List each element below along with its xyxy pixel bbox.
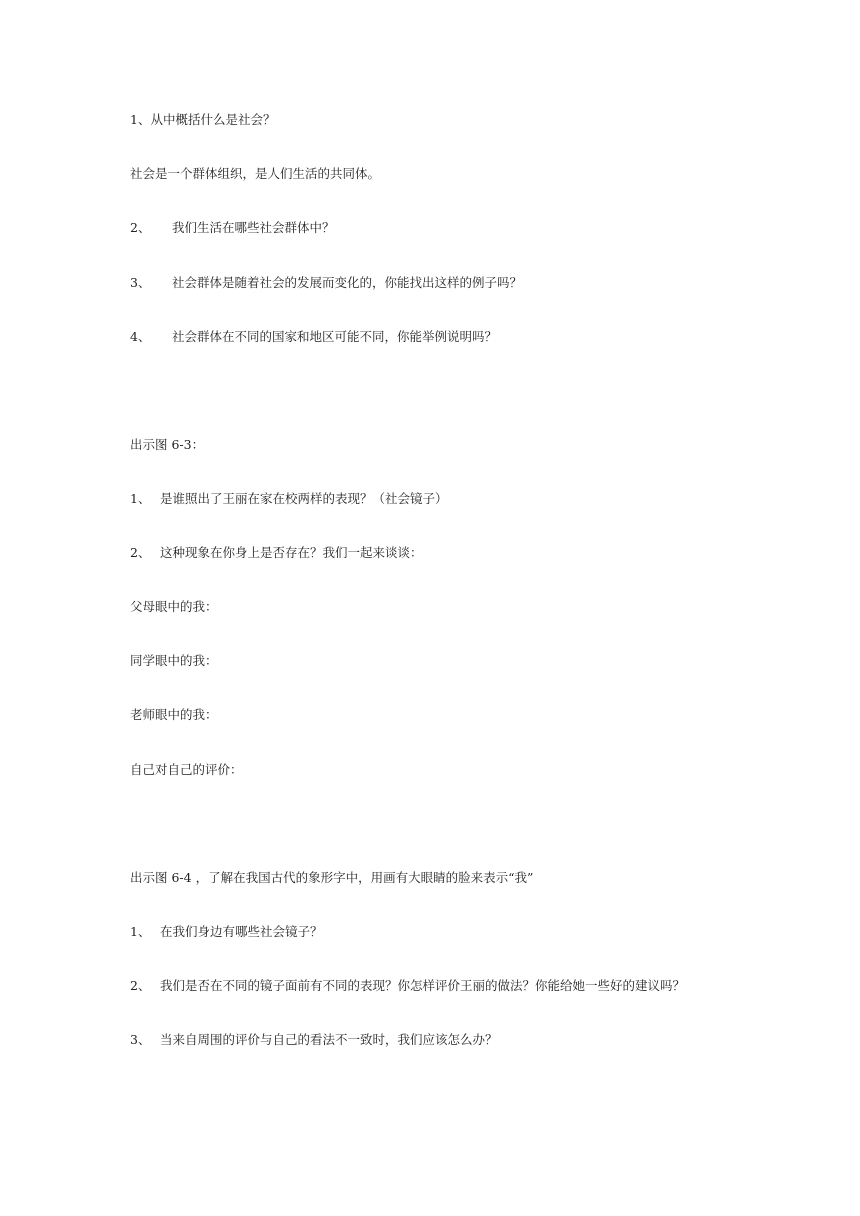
s2-question-2-text: 这种现象在你身上是否存在？我们一起来谈谈： [160, 545, 423, 560]
s1-question-2 [130, 220, 335, 236]
s1-answer: 社会是一个群体组织，是人们生活的共同体。 [130, 166, 381, 181]
s3-question-1-number: 1、 [130, 924, 151, 939]
s2-parents-view: 父母眼中的我： [130, 599, 218, 614]
s2-self-evaluation: 自己对自己的评价： [130, 762, 243, 777]
s2-question-1-number: 1、 [130, 491, 151, 506]
s2-question-2 [130, 545, 423, 561]
s3-heading: 出示图 6-4 ，了解在我国古代的象形字中，用画有大眼睛的脸来表示“我” [130, 870, 534, 885]
s1-question-1 [130, 112, 275, 128]
s3-question-1 [130, 924, 323, 940]
s1-question-2-number: 2、 [130, 220, 151, 235]
s3-question-3-number: 3、 [130, 1032, 151, 1047]
s2-classmates-view: 同学眼中的我： [130, 653, 218, 668]
s3-question-1-text: 在我们身边有哪些社会镜子？ [160, 924, 323, 939]
s2-teachers-view: 老师眼中的我： [130, 707, 218, 722]
s2-question-2-number: 2、 [130, 545, 151, 560]
s1-question-1-text: 从中概括什么是社会？ [150, 112, 276, 127]
s1-question-4-number: 4、 [130, 329, 151, 344]
s1-question-2-text: 我们生活在哪些社会群体中？ [172, 220, 335, 235]
s3-question-2-number: 2、 [130, 978, 151, 993]
s1-question-3 [130, 275, 522, 291]
s1-question-4-text: 社会群体在不同的国家和地区可能不同，你能举例说明吗？ [172, 329, 498, 344]
s3-question-3 [130, 1032, 498, 1048]
s1-question-4 [130, 329, 497, 345]
s2-heading: 出示图 6-3： [130, 437, 205, 452]
s2-question-1-text: 是谁照出了王丽在家在校两样的表现？（社会镜子） [160, 491, 448, 506]
s3-question-2 [130, 978, 685, 994]
s1-question-3-number: 3、 [130, 275, 151, 290]
s1-question-1-number: 1、 [130, 112, 151, 127]
s3-question-2-text: 我们是否在不同的镜子面前有不同的表现？你怎样评价王丽的做法？你能给她一些好的建议吗？ [160, 978, 686, 993]
s3-question-3-text: 当来自周围的评价与自己的看法不一致时，我们应该怎么办？ [160, 1032, 498, 1047]
s1-question-3-text: 社会群体是随着社会的发展而变化的，你能找出这样的例子吗？ [172, 275, 523, 290]
s2-question-1 [130, 491, 448, 507]
